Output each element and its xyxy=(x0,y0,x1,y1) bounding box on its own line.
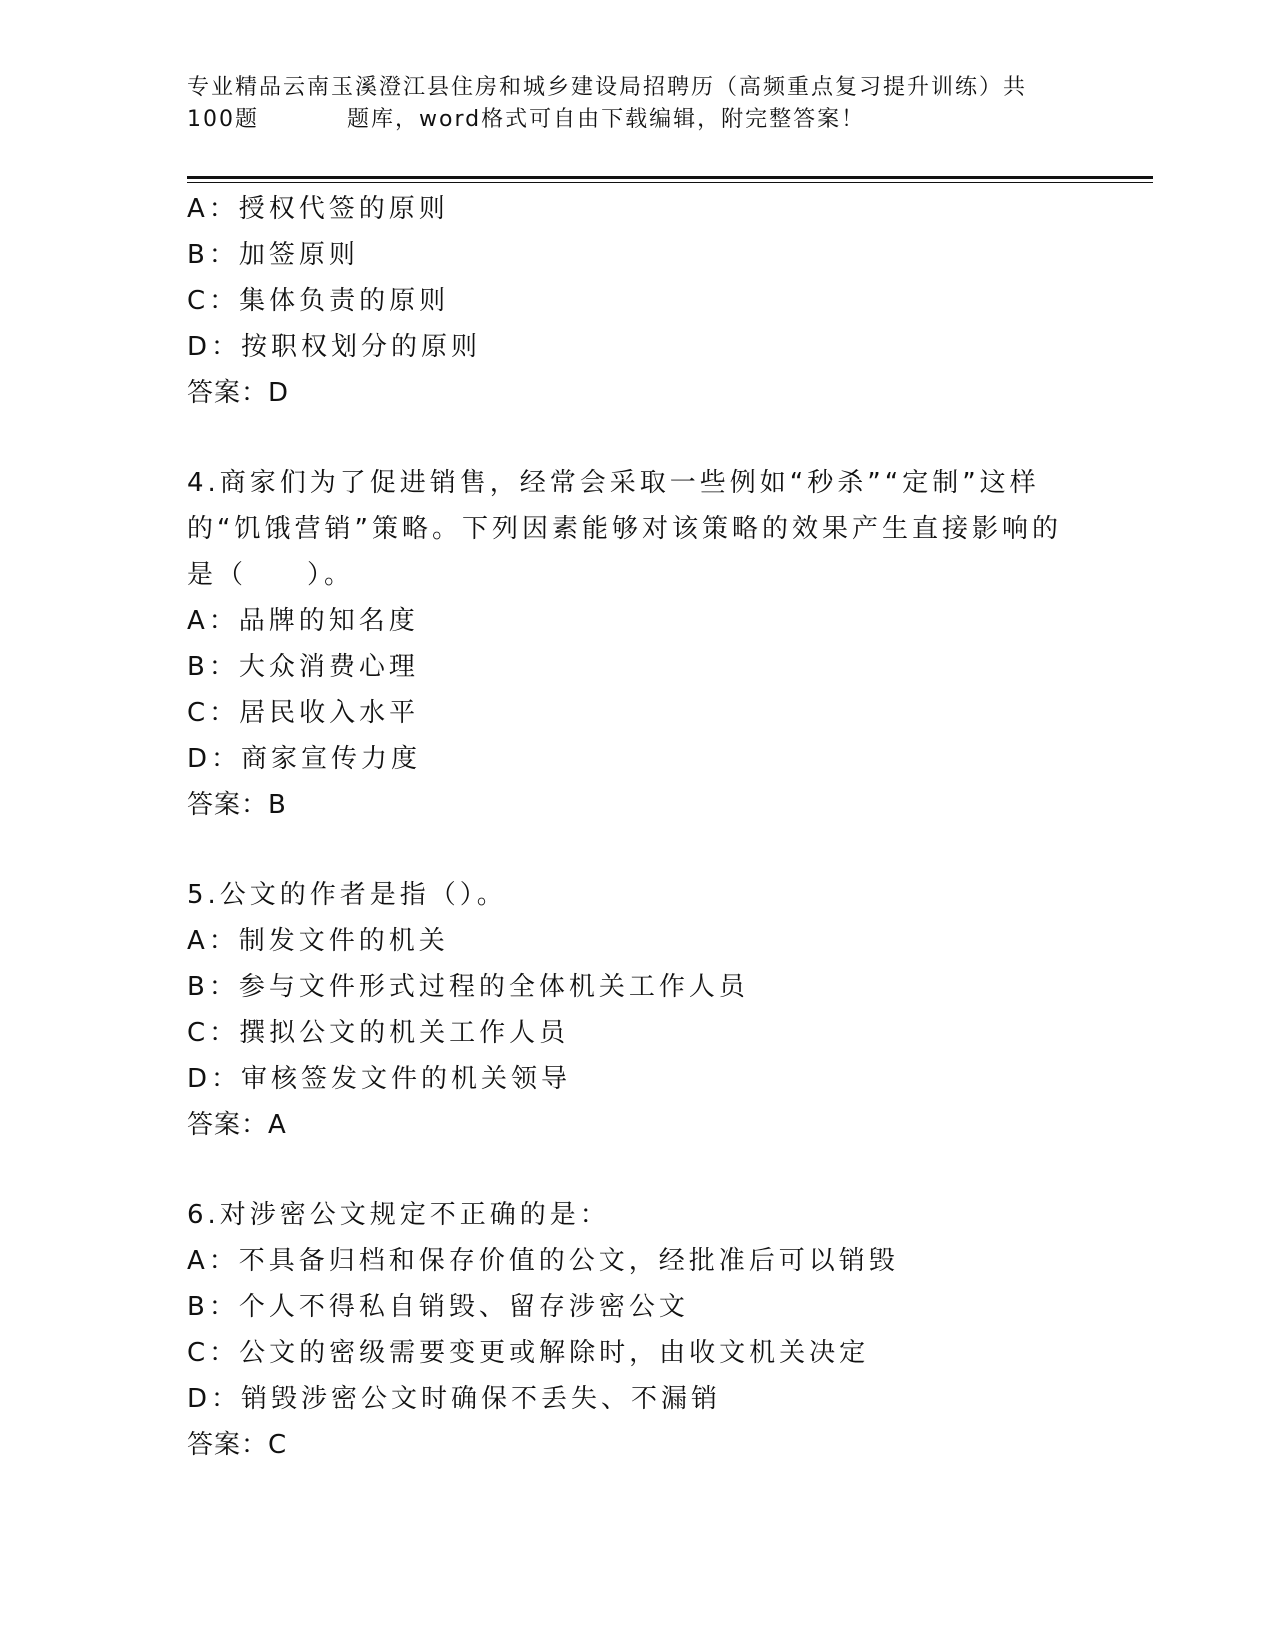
stem-line: 6.对涉密公文规定不正确的是： xyxy=(187,1200,610,1230)
answer-text: 答案：C xyxy=(187,1430,288,1460)
option-c: C：居民收入水平 xyxy=(187,698,420,728)
option-d: D：销毁涉密公文时确保不丢失、不漏销 xyxy=(187,1384,722,1414)
stem-line: 的“饥饿营销”策略。下列因素能够对该策略的效果产生直接影响的 xyxy=(187,514,1062,544)
option-b: B：个人不得私自销毁、留存涉密公文 xyxy=(187,1292,689,1322)
header-divider-thin xyxy=(187,182,1153,183)
continued-question xyxy=(187,186,1087,416)
document-header xyxy=(187,72,1087,136)
option-b: B：加签原则 xyxy=(187,240,359,270)
header-divider-thick xyxy=(187,176,1153,179)
option-d: D：按职权划分的原则 xyxy=(187,332,482,362)
option-a: A：不具备归档和保存价值的公文，经批准后可以销毁 xyxy=(187,1246,899,1276)
header-title-line1: 专业精品云南玉溪澄江县住房和城乡建设局招聘历（高频重点复习提升训练）共 xyxy=(187,75,1028,100)
option-c: C：集体负责的原则 xyxy=(187,286,450,316)
answer-text: 答案：A xyxy=(187,1110,287,1140)
question-content xyxy=(187,186,1087,1468)
stem-line: 4.商家们为了促进销售，经常会采取一些例如“秒杀”“定制”这样 xyxy=(187,468,1040,498)
option-b: B：大众消费心理 xyxy=(187,652,419,682)
answer-text: 答案：D xyxy=(187,378,290,408)
question-5 xyxy=(187,872,1087,1148)
question-stem xyxy=(187,460,1087,598)
question-6 xyxy=(187,1192,1087,1468)
header-title-line2 xyxy=(187,104,1087,136)
option-d: D：商家宣传力度 xyxy=(187,744,422,774)
option-c: C：撰拟公文的机关工作人员 xyxy=(187,1018,570,1048)
question-stem xyxy=(187,1192,1087,1238)
option-a: A：制发文件的机关 xyxy=(187,926,449,956)
answer-text: 答案：B xyxy=(187,790,287,820)
option-a: A：品牌的知名度 xyxy=(187,606,419,636)
option-c: C：公文的密级需要变更或解除时，由收文机关决定 xyxy=(187,1338,870,1368)
question-4 xyxy=(187,460,1087,828)
question-stem xyxy=(187,872,1087,918)
option-a: A：授权代签的原则 xyxy=(187,194,449,224)
stem-line: 5.公文的作者是指（）。 xyxy=(187,880,507,910)
header-subtitle: 题库，word格式可自由下载编辑，附完整答案！ xyxy=(347,107,866,132)
stem-line: 是（ ）。 xyxy=(187,560,355,590)
option-b: B：参与文件形式过程的全体机关工作人员 xyxy=(187,972,749,1002)
option-d: D：审核签发文件的机关领导 xyxy=(187,1064,572,1094)
header-question-count: 100题 xyxy=(187,107,259,132)
